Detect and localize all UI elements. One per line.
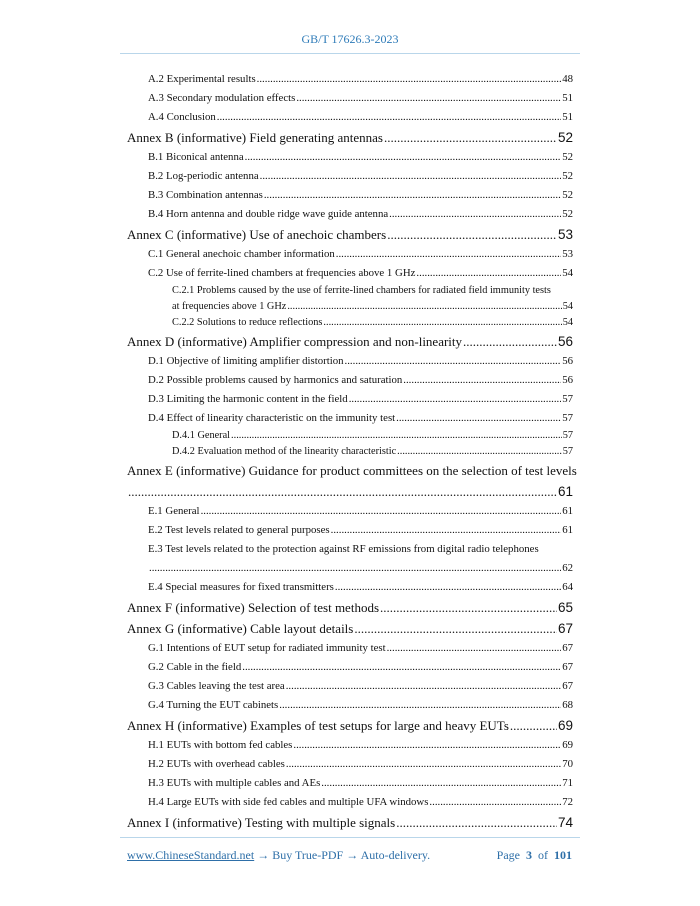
toc-entry[interactable]: [127, 736, 573, 755]
toc-entry-title: B.1 Biconical antenna: [148, 151, 244, 163]
dot-leader: [345, 352, 562, 371]
toc-entry[interactable]: [127, 205, 573, 224]
toc-entry[interactable]: [127, 428, 573, 444]
toc-entry-title: Annex F (informative) Selection of test methods: [127, 600, 380, 615]
toc-page-number: 62: [562, 562, 573, 574]
dot-leader: [217, 108, 561, 127]
dot-leader: [389, 205, 561, 224]
toc-entry[interactable]: [127, 696, 573, 715]
toc-entry-title: G.3 Cables leaving the test area: [148, 680, 285, 692]
dot-leader: [335, 578, 561, 597]
toc-entry-title: B.2 Log-periodic antenna: [148, 170, 259, 182]
toc-entry-title: B.3 Combination antennas: [148, 189, 263, 201]
toc-entry-title: H.2 EUTs with overhead cables: [148, 758, 285, 770]
current-page: 3: [526, 848, 532, 862]
dot-leader: [286, 755, 561, 774]
dot-leader: [149, 559, 561, 578]
toc-entry-title: C.2.2 Solutions to reduce reflections: [172, 317, 323, 328]
toc-annex-entry[interactable]: [127, 331, 573, 352]
toc-entry[interactable]: [127, 70, 573, 89]
toc-page-number: 61: [562, 524, 573, 536]
toc-page-number: 53: [557, 227, 573, 242]
dot-leader: [323, 315, 561, 331]
toc-page-number: 61: [557, 484, 573, 499]
toc-entry-title: A.2 Experimental results: [148, 73, 256, 85]
toc-entry[interactable]: [127, 186, 573, 205]
dot-leader: [380, 597, 557, 618]
footer-divider: [120, 837, 580, 838]
dot-leader: [463, 331, 557, 352]
toc-entry-title: D.4.2 Evaluation method of the linearity characteristic: [172, 446, 397, 457]
toc-page-number: 74: [557, 815, 573, 830]
toc-page-number: 56: [562, 374, 573, 386]
toc-entry[interactable]: [127, 677, 573, 696]
toc-entry-title-line1: C.2.1 Problems caused by the use of ferrite-lined chambers for radiated field immunity tests: [172, 285, 551, 296]
toc-entry[interactable]: [127, 578, 573, 597]
dot-leader: [287, 299, 561, 315]
toc-entry[interactable]: [127, 409, 573, 428]
toc-page-number: 52: [557, 130, 573, 145]
toc-entry-title: Annex D (informative) Amplifier compression and non-linearity: [127, 334, 463, 349]
dot-leader: [231, 428, 562, 444]
toc-entry-title: A.4 Conclusion: [148, 111, 216, 123]
header-divider: [120, 53, 580, 54]
toc-entry[interactable]: [127, 540, 573, 578]
toc-page-number: 57: [562, 446, 573, 457]
toc-entry-title: E.4 Special measures for fixed transmitters: [148, 581, 334, 593]
table-of-contents: [127, 70, 577, 833]
toc-annex-entry[interactable]: [127, 812, 573, 833]
toc-page-number: 54: [562, 267, 573, 279]
toc-entry-title: D.4.1 General: [172, 430, 231, 441]
toc-entry-title: Annex B (informative) Field generating antennas: [127, 130, 383, 145]
dot-leader: [257, 70, 562, 89]
dot-leader: [397, 444, 562, 460]
dot-leader: [245, 148, 562, 167]
dot-leader: [396, 409, 561, 428]
toc-entry-title: C.2 Use of ferrite-lined chambers at frequencies above 1 GHz: [148, 267, 416, 279]
total-pages: 101: [554, 848, 572, 862]
toc-page-number: 67: [557, 621, 573, 636]
toc-page-number: 72: [562, 796, 573, 808]
toc-entry-title: B.4 Horn antenna and double ridge wave guide antenna: [148, 208, 389, 220]
toc-entry[interactable]: [127, 264, 573, 283]
toc-entry-title-line1: E.3 Test levels related to the protection against RF emissions from digital radio telephones: [148, 543, 539, 555]
dot-leader: [286, 677, 561, 696]
toc-annex-entry[interactable]: [127, 597, 573, 618]
toc-entry-title: A.3 Secondary modulation effects: [148, 92, 296, 104]
toc-page-number: 67: [562, 642, 573, 654]
toc-entry[interactable]: [127, 283, 573, 315]
dot-leader: [510, 715, 557, 736]
toc-page-number: 48: [562, 73, 573, 85]
toc-entry[interactable]: [127, 502, 573, 521]
toc-annex-entry[interactable]: [127, 715, 573, 736]
toc-entry[interactable]: [127, 521, 573, 540]
toc-entry-title: D.3 Limiting the harmonic content in the field: [148, 393, 348, 405]
toc-entry[interactable]: [127, 89, 573, 108]
toc-entry[interactable]: [127, 444, 573, 460]
toc-entry[interactable]: [127, 371, 573, 390]
dot-leader: [279, 696, 561, 715]
dot-leader: [387, 639, 562, 658]
toc-page-number: 52: [562, 189, 573, 201]
toc-entry-title: H.1 EUTs with bottom fed cables: [148, 739, 293, 751]
toc-entry[interactable]: [127, 774, 573, 793]
toc-page-number: 69: [557, 718, 573, 733]
dot-leader: [260, 167, 562, 186]
dot-leader: [201, 502, 562, 521]
toc-entry-title: H.3 EUTs with multiple cables and AEs: [148, 777, 321, 789]
toc-page-number: 61: [562, 505, 573, 517]
toc-entry-title: E.1 General: [148, 505, 200, 517]
toc-entry-title: C.1 General anechoic chamber information: [148, 248, 335, 260]
toc-page-number: 54: [562, 317, 573, 328]
dot-leader: [387, 224, 557, 245]
dot-leader: [264, 186, 561, 205]
toc-entry-title: D.2 Possible problems caused by harmonics and saturation: [148, 374, 403, 386]
dot-leader: [354, 618, 557, 639]
toc-page-number: 52: [562, 151, 573, 163]
toc-page-number: 52: [562, 170, 573, 182]
toc-page-number: 67: [562, 680, 573, 692]
toc-entry[interactable]: [127, 315, 573, 331]
toc-entry[interactable]: [127, 793, 573, 812]
website-link[interactable]: www.ChineseStandard.net: [127, 848, 255, 862]
toc-entry-title: H.4 Large EUTs with side fed cables and multiple UFA windows: [148, 796, 429, 808]
toc-entry[interactable]: [127, 167, 573, 186]
toc-entry-title-line1: Annex E (informative) Guidance for product committees on the selection of test levels: [127, 463, 577, 478]
toc-annex-entry[interactable]: [127, 618, 573, 639]
toc-page-number: 68: [562, 699, 573, 711]
toc-page-number: 71: [562, 777, 573, 789]
toc-entry[interactable]: [127, 658, 573, 677]
toc-entry[interactable]: [127, 245, 573, 264]
dot-leader: [403, 371, 561, 390]
toc-entry[interactable]: [127, 108, 573, 127]
page-indicator: Page 3 of 101: [496, 848, 572, 862]
toc-page-number: 54: [562, 301, 573, 312]
toc-entry-title: Annex G (informative) Cable layout details: [127, 621, 354, 636]
footer-tagline: → Buy True-PDF → Auto-delivery.: [254, 848, 431, 862]
dot-leader: [128, 481, 557, 502]
toc-page-number: 57: [562, 412, 573, 424]
dot-leader: [293, 736, 561, 755]
toc-page-number: 70: [562, 758, 573, 770]
toc-page-number: 51: [562, 92, 573, 104]
toc-entry-title: D.4 Effect of linearity characteristic on the immunity test: [148, 412, 396, 424]
toc-entry-title: E.2 Test levels related to general purposes: [148, 524, 330, 536]
dot-leader: [349, 390, 562, 409]
toc-annex-entry[interactable]: [127, 127, 573, 148]
toc-entry[interactable]: [127, 352, 573, 371]
dot-leader: [429, 793, 561, 812]
toc-page-number: 51: [562, 111, 573, 123]
toc-entry-title: Annex C (informative) Use of anechoic chambers: [127, 227, 387, 242]
toc-page-number: 53: [562, 248, 573, 260]
toc-page-number: 65: [557, 600, 573, 615]
dot-leader: [296, 89, 561, 108]
footer: [127, 848, 572, 863]
toc-annex-entry[interactable]: [127, 460, 577, 502]
toc-entry-title: Annex H (informative) Examples of test setups for large and heavy EUTs: [127, 718, 509, 733]
dot-leader: [242, 658, 561, 677]
dot-leader: [396, 812, 557, 833]
toc-entry[interactable]: [127, 639, 573, 658]
toc-entry-title: D.1 Objective of limiting amplifier distortion: [148, 355, 344, 367]
dot-leader: [336, 245, 561, 264]
toc-entry[interactable]: [127, 390, 573, 409]
dot-leader: [416, 264, 561, 283]
dot-leader: [321, 774, 561, 793]
toc-page-number: 64: [562, 581, 573, 593]
toc-entry-title: Annex I (informative) Testing with multiple signals: [127, 815, 396, 830]
toc-page-number: 56: [562, 355, 573, 367]
toc-entry[interactable]: [127, 148, 573, 167]
dot-leader: [331, 521, 562, 540]
toc-page-number: 69: [562, 739, 573, 751]
dot-leader: [384, 127, 557, 148]
toc-page-number: 52: [562, 208, 573, 220]
toc-entry[interactable]: [127, 755, 573, 774]
toc-entry-title: G.1 Intentions of EUT setup for radiated immunity test: [148, 642, 386, 654]
toc-page-number: 57: [562, 393, 573, 405]
toc-page-number: 67: [562, 661, 573, 673]
toc-annex-entry[interactable]: [127, 224, 573, 245]
toc-entry-title: G.2 Cable in the field: [148, 661, 242, 673]
toc-entry-title: at frequencies above 1 GHz: [172, 301, 287, 312]
toc-entry-title: G.4 Turning the EUT cabinets: [148, 699, 279, 711]
toc-page-number: 57: [562, 430, 573, 441]
document-header-title: GB/T 17626.3-2023: [301, 32, 399, 46]
toc-page-number: 56: [557, 334, 573, 349]
